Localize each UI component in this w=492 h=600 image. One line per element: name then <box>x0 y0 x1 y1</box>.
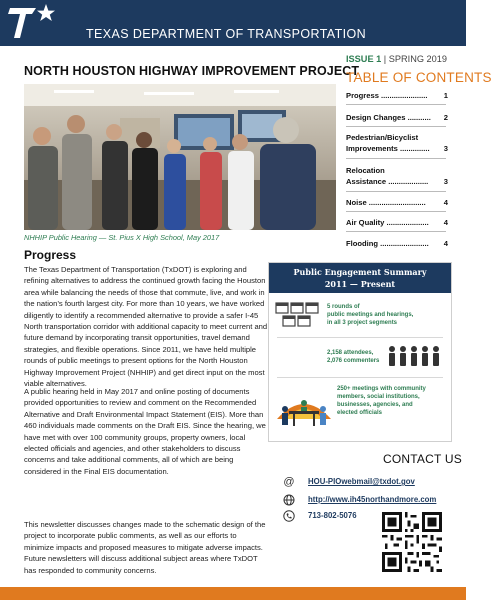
toc-item-label: Noise ........................... <box>346 198 426 207</box>
toc-divider <box>346 211 446 212</box>
progress-paragraph-2: A public hearing held in May 2017 and online posting of documents provided opportunities to review and comment on the Recommended Alternative and Draft Environmental Impact Statement (EIS). More than 460 individuals made comments on the Draft EIS. Since the hearing, we have met with over 100 community groups, property owners, local elected officials and agencies, and other stakeholders to discuss concerns and take additional comments, all of which are being considered in the Final EIS documentation. <box>24 387 266 476</box>
toc-divider <box>346 158 446 159</box>
toc-item-page: 2 <box>443 113 448 122</box>
engagement-subtitle: 2011 — Present <box>324 279 396 289</box>
contact-website-link[interactable]: http://www.ih45northandmore.com <box>308 495 437 504</box>
toc-divider <box>346 191 446 192</box>
photo-caption: NHHIP Public Hearing — St. Pius X High School, May 2017 <box>24 233 220 242</box>
toc-item-page: 4 <box>443 239 448 248</box>
toc-item-page: 4 <box>443 198 448 207</box>
community-meeting-icon <box>275 385 333 431</box>
engagement-title: Public Engagement Summary <box>293 267 427 277</box>
agency-name: TEXAS DEPARTMENT OF TRANSPORTATION <box>86 27 367 41</box>
toc-divider <box>346 104 446 105</box>
phone-icon <box>283 510 295 522</box>
toc-item-page: 3 <box>443 144 448 153</box>
toc-item-label: Relocation <box>346 166 385 175</box>
toc-item-noise[interactable] <box>346 197 446 208</box>
toc-item-label-2: Improvements .............. <box>346 144 430 153</box>
issue-season: SPRING 2019 <box>388 54 447 64</box>
toc-item-page: 1 <box>443 91 448 100</box>
progress-paragraph-3: This newsletter discusses changes made to the schematic design of the project to incorporate public comments, as well as our efforts to minimize impacts and proposed measures to mitigate adverse impacts. Future newsletters will discuss additional subject areas where TxDOT has responded to community concerns. <box>24 520 266 575</box>
toc-divider <box>346 126 446 127</box>
toc-item-air-quality[interactable] <box>346 217 446 228</box>
calendar-icons <box>275 301 321 329</box>
issue-info <box>346 54 447 64</box>
qr-code[interactable] <box>382 512 442 572</box>
txdot-star-logo <box>6 2 58 42</box>
engagement-divider <box>277 337 443 338</box>
stat-meetings: 5 rounds of public meetings and hearings, in all 3 project segments <box>327 304 414 326</box>
toc-item-pedestrian[interactable] <box>346 132 446 154</box>
contact-phone[interactable]: 713-802-5076 <box>308 511 357 520</box>
toc-item-label: Flooding ....................... <box>346 239 429 248</box>
page-header <box>0 0 466 46</box>
issue-separator: | <box>383 54 387 64</box>
toc-item-progress[interactable] <box>346 90 446 101</box>
toc-item-page: 3 <box>443 177 448 186</box>
footer-bar <box>0 587 466 600</box>
engagement-summary-box <box>268 262 452 442</box>
globe-icon <box>283 494 295 506</box>
toc-item-label: Progress ...................... <box>346 91 428 100</box>
toc-item-page: 4 <box>443 218 448 227</box>
toc-item-label-2: Assistance ................... <box>346 177 429 186</box>
toc-item-label: Air Quality .................... <box>346 218 429 227</box>
page-title: NORTH HOUSTON HIGHWAY IMPROVEMENT PROJECT <box>24 64 360 78</box>
progress-paragraph-1: The Texas Department of Transportation (TxDOT) is exploring and refining alternatives to address the continued growth facing the Houston area while balancing the needs of those that commute, live, and work in the nation’s fourth largest city. For more than 10 years, we have worked diligently to identify a recommended alternative to provide a safer I-45 North transportation corridor with additional capacity to meet current and future demand by incorporating transit opportunities, travel demand strategies, and flexible operations. Since 2011, we have held multiple rounds of public meetings to present options for the North Houston Highway Improvement Project (NHHIP) and get direct input on the most viable alternatives. <box>24 265 268 389</box>
toc-item-design-changes[interactable] <box>346 112 446 123</box>
contact-email-link[interactable]: HOU-PIOwebmail@txdot.gov <box>308 477 415 486</box>
toc-item-relocation[interactable] <box>346 165 446 187</box>
public-hearing-photo <box>24 84 336 230</box>
engagement-divider <box>277 377 443 378</box>
toc-item-flooding[interactable] <box>346 238 446 249</box>
toc-title: TABLE OF CONTENTS <box>346 70 492 85</box>
contact-title: CONTACT US <box>383 452 462 466</box>
stat-community-meetings: 250+ meetings with community members, social institutions, businesses, agencies, and elected officials <box>337 386 426 416</box>
engagement-header <box>269 263 451 293</box>
toc-item-label: Pedestrian/Bicyclist <box>346 133 419 142</box>
at-sign-icon: @ <box>283 476 295 488</box>
people-icons <box>387 345 445 367</box>
issue-number: ISSUE 1 <box>346 54 382 64</box>
stat-attendees: 2,158 attendees, 2,076 commenters <box>327 350 380 364</box>
toc-item-label: Design Changes ........... <box>346 113 431 122</box>
toc-divider <box>346 231 446 232</box>
progress-heading: Progress <box>24 248 77 262</box>
